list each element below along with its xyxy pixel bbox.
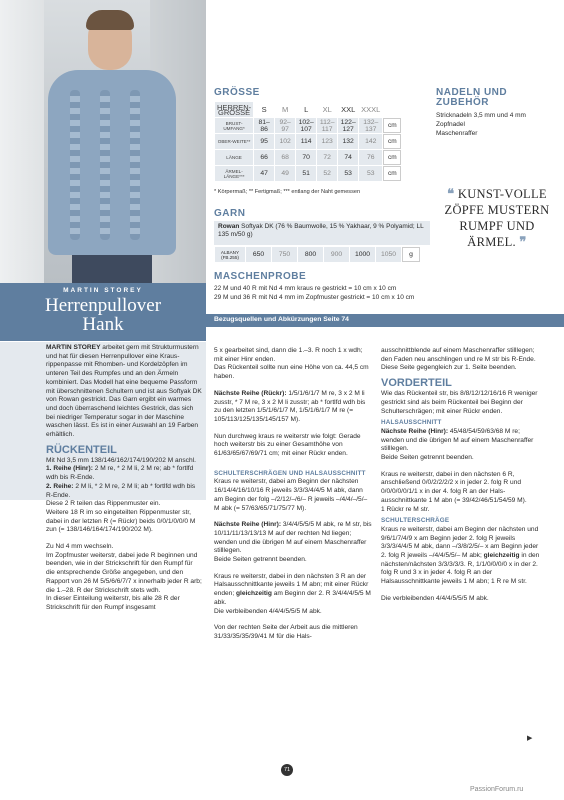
row-text: 2 M li, * 2 M re, 2 M li; ab * fortlfd wdh bis R-Ende. [46, 482, 196, 499]
paragraph: Diese Seite gegengleich zur 1. Seite beenden. [381, 364, 517, 372]
size-cell: 70 [296, 150, 316, 165]
paragraph: ausschnittblende auf einem Maschenraffer stilllegen; den Faden neu anschlingen und re M str bis R-Ende. [381, 347, 536, 363]
size-cell: 95 [254, 134, 274, 149]
schulterschraege-heading: SCHULTERSCHRÄGE [381, 517, 450, 525]
size-cell: XXL [338, 102, 358, 117]
size-cell: 123 [317, 134, 337, 149]
size-row [215, 118, 401, 133]
rueckenteil-heading: RÜCKENTEIL [46, 443, 117, 456]
paragraph: 5 x gearbeitet sind, dann die 1.–3. R noch 1 x wdh; mit einer Hinr enden. [214, 347, 363, 363]
row-label: Nächste Reihe (Hinr): [214, 521, 282, 529]
size-unit: cm [383, 118, 401, 133]
watermark: PassionForum.ru [470, 786, 524, 793]
size-cell: 142 [359, 134, 382, 149]
text-part: Kraus re weiterstr, dabei am Beginn der nächsten und 9/6/1/7/4/9 x am Beginn jeder 2. folg R jeweils 3/3/3/4/4/5 M abk, dann –/3/8/2/5/– x am Beginn jeder 2. folg R jeweils –/4/4/5/5/– M abk; [381, 525, 539, 560]
yarn-amount-cell: 650 [246, 247, 271, 262]
paragraph: Zu Nd 4 mm wechseln. [46, 543, 114, 551]
maschenprobe-text [214, 284, 414, 302]
paragraph: Nun durchweg kraus re weiterstr wie folgt: Gerade hoch weiterstr bis zu einer Gesamthöhe von 61/63/65/67/69/71 cm; mit einer Rückr enden. [214, 432, 361, 458]
maschenprobe-line: 22 M und 40 R mit Nd 4 mm kraus re gestrickt = 10 cm x 10 cm [214, 285, 397, 292]
row-label: Nächste Reihe (Rückr): [214, 389, 287, 397]
row-label: 2. Reihe: [46, 482, 74, 490]
size-cell: 53 [359, 166, 382, 181]
page-number: 71 [281, 764, 293, 776]
paragraph [214, 573, 372, 608]
size-cell: 102 [275, 134, 295, 149]
size-row [215, 150, 401, 165]
row-instruction [214, 390, 372, 425]
nadeln-list [436, 111, 554, 138]
title-block [0, 283, 206, 341]
quote-open-icon: ❝ [447, 186, 455, 201]
size-table [214, 101, 402, 182]
paragraph: Kraus re weiterstr, dabei am Beginn der nächsten 16/14/4/16/10/16 R jeweils 3/3/3/4/4/5 M abk, dann am Beginn der folg –/2/12/–/6/– R jeweils –/4/4/–/5/– M abk (= 57/63/65/71/75/77 M). [214, 478, 368, 512]
paragraph: Im Zopfmuster weiterstr, dabei jede R beginnen und beenden, wie in der Strickschrift für den Rumpf für die entsprechende Größe angegeben, und den Rapport von 26 M 5/5/6/6/7/7 x innerhalb jeder R arb; die 1.–28. R der Strickschrift stets wdh. [46, 551, 202, 594]
paragraph: Weitere 18 R im so eingeteilten Rippenmuster str, dabei in der letzten R (= Rückr) beids 0/0/1/0/0/0 M zun (= 138/146/164/174/190/202 M). [46, 508, 196, 534]
photo-cable [70, 90, 80, 240]
column-1 [46, 344, 202, 613]
text-emphasis: gleichzeitig [236, 590, 272, 598]
row-text: 45/48/54/59/63/68 M re; wenden und die übrigen M auf einem Maschenraffer stilllegen. [381, 427, 534, 453]
size-cell: 74 [338, 150, 358, 165]
size-row-label: LÄNGE [215, 150, 253, 165]
garn-brand: Rowan [218, 223, 240, 230]
size-cell: S [254, 102, 274, 117]
paragraph: Von der rechten Seite der Arbeit aus die mittleren 31/33/35/35/39/41 M für die Hals- [214, 624, 358, 640]
garn-heading: GARN [214, 208, 246, 219]
yarn-amount-cell: 1050 [376, 247, 401, 262]
row-label: 1. Reihe (Hinr): [46, 465, 93, 473]
nadeln-item: Maschenraffer [436, 130, 478, 137]
paragraph: Beide Seiten getrennt beenden. [381, 454, 474, 462]
size-cell: 122–127 [338, 118, 358, 133]
size-cell: 49 [275, 166, 295, 181]
yarn-amount-cell: 1000 [350, 247, 375, 262]
row-text: 2 M re, * 2 M li, 2 M re; ab * fortlfd wdh bis R-Ende. [46, 465, 194, 482]
size-row-label: ÄRMEL-LÄNGE*** [215, 166, 253, 181]
title-line-1: Herrenpullover [44, 295, 162, 316]
row-text: 3/4/4/5/5/5 M abk, re M str, bis 10/11/11/13/13/13 M auf der rechten Nd liegen; wenden und die übrigen M auf einem Maschenraffer stilllegen. [214, 521, 372, 555]
size-unit: cm [383, 150, 401, 165]
yarn-amount-table [214, 246, 421, 263]
garn-text: Softyak DK (76 % Baumwolle, 15 % Yakhaar, 9 % Polyamid; LL 135 m/50 g) [218, 223, 424, 238]
size-cell: L [296, 102, 316, 117]
size-row-label: BRUST-UMFANG* [215, 118, 253, 133]
maschenprobe-line: 29 M und 36 R mit Nd 4 mm im Zopfmuster gestrickt = 10 cm x 10 cm [214, 294, 415, 301]
paragraph: Die verbleibenden 4/4/4/5/5/5 M abk. [214, 607, 322, 615]
row-instruction [46, 465, 202, 482]
quote-text: KUNST-VOLLE ZÖPFE MUSTERN RUMPF UND ÄRMEL. [444, 187, 550, 249]
size-cell: 112–117 [317, 118, 337, 133]
size-cell: 81–86 [254, 118, 274, 133]
size-cell: 53 [338, 166, 358, 181]
size-cell: XXXL [359, 102, 382, 117]
yarn-amount-cell: 750 [272, 247, 297, 262]
row-text: 1/5/1/6/1/7 M re, 3 x 2 M li zusstr, * 7 M re, 3 x 2 M li zusstr; ab * fortlfd wdh bis zu den letzten 1/5/1/6/1/7 M, 1/5/1/6/1/7 M re (= 105/113/125/135/145/157 M). [214, 389, 366, 423]
size-cell: 132–137 [359, 118, 382, 133]
size-cell: 76 [359, 150, 382, 165]
size-row [215, 102, 401, 117]
designer-name: MARTIN STOREY [63, 287, 143, 294]
vorderteil-heading: VORDERTEIL [381, 377, 452, 390]
size-cell: 68 [275, 150, 295, 165]
size-cell: 72 [317, 150, 337, 165]
text-part: in den nächsten/nächsten 3/3/3/3/3. R, 1/1/0/0/0/0 x in der 2. folg R und 3 x in jeder 4. folg R an der Halsausschnittkante jeweils 1 M abn; 1 R re M str. [381, 552, 540, 586]
yarn-amount-unit: g [402, 247, 420, 262]
column-2 [214, 347, 372, 642]
paragraph: Beide Seiten getrennt beenden. [214, 556, 307, 564]
photo-window [0, 0, 44, 283]
groesse-heading: GRÖSSE [214, 87, 260, 98]
paragraph: Das Rückenteil sollte nun eine Höhe von ca. 44,5 cm haben. [214, 364, 369, 381]
size-cell: 52 [317, 166, 337, 181]
model-photo [0, 0, 206, 283]
intro-name: MARTIN STOREY [46, 344, 101, 351]
continue-arrow-icon: ▶ [527, 735, 533, 742]
paragraph: Mit Nd 3,5 mm 138/146/162/174/190/202 M anschl. [46, 456, 196, 464]
photo-cable [130, 90, 140, 240]
size-cell: XL [317, 102, 337, 117]
paragraph: In dieser Einteilung weiterstr, bis alle 28 R der Strickschrift für den Rumpf insgesamt [46, 595, 180, 611]
nadeln-heading: NADELN UND ZUBEHÖR [436, 87, 508, 108]
column-3 [381, 347, 541, 604]
paragraph: Kraus re weiterstr, dabei in den nächsten 6 R, anschließend 0/0/2/2/2/2 x in jeder 2. folg R und 0/0/0/0/0/1/1 x in der 4. folg R an der Halsausschnittkante 1 M abn (= 39/42/46/51/54/59 M). [381, 470, 527, 504]
title-line-2: Hank [82, 314, 124, 335]
photo-hair [86, 10, 134, 30]
paragraph: Wie das Rückenteil str, bis 8/8/12/12/16/16 R weniger gestrickt sind als beim Rückenteil bei Beginn der Schulterschrägen; mit einer Rückr enden. [381, 390, 538, 415]
size-row-label: OBER-WEITE** [215, 134, 253, 149]
text-part: am Beginn der 2. R 3/4/4/4/5/5 M abk. [214, 590, 371, 606]
paragraph [381, 526, 541, 587]
pull-quote [437, 186, 557, 250]
size-cell: 51 [296, 166, 316, 181]
text-emphasis: gleichzeitig [483, 552, 520, 560]
bezug-banner: Bezugsquellen und Abkürzungen Seite 74 [206, 314, 564, 327]
schulterschraegen-heading: SCHULTERSCHRÄGEN UND HALSAUSSCHNITT [214, 469, 366, 477]
halsausschnitt-heading: HALSAUSSCHNITT [381, 419, 442, 427]
paragraph: 1 Rückr re M str. [381, 505, 430, 513]
yarn-amount-cell: 800 [298, 247, 323, 262]
size-cell: 132 [338, 134, 358, 149]
size-row [215, 166, 401, 181]
size-unit [383, 102, 401, 117]
size-cell: 102–107 [296, 118, 316, 133]
quote-close-icon: ❞ [519, 234, 527, 249]
row-label: Nächste Reihe (Hinr): [381, 427, 449, 435]
nadeln-item: Stricknadeln 3,5 mm und 4 mm [436, 112, 526, 119]
size-cell: 92–97 [275, 118, 295, 133]
size-cell: 47 [254, 166, 274, 181]
text-part: Kraus re weiterstr, dabei in den nächsten 3 R an der Halsausschnittkante jeweils 1 M abn; mit einer Rückr enden; [214, 572, 369, 598]
intro-paragraph [46, 344, 202, 440]
yarn-amount-row [215, 247, 420, 262]
photo-sweater [48, 70, 176, 255]
row-instruction [46, 483, 202, 500]
intro-text: arbeitet gern mit Strukturmustern und hat für diesen Herrenpullover eine Krausrippenpasse mit Rhomben- und Kordelzöpfen im unteren Teil des Rumpfes und an den Ärmeln kombiniert. Das Modell hat eine bequeme Passform mit überschnittenen Schultern und ist aus Softyak DK von Rowan gestrickt. Das Garn ergibt ein warmes und doch überraschend leichtes Gestrick, das sich bei niedriger Temperatur sogar in der Maschine waschen lässt. Es ist in einer Auswahl an 19 Farben erhältlich. [46, 344, 202, 439]
size-cell: 114 [296, 134, 316, 149]
yarn-color-label: ALBANY (FB.255) [215, 247, 245, 262]
size-row-label: HERREN-GRÖSSE [217, 102, 252, 117]
size-cell: M [275, 102, 295, 117]
paragraph: Die verbleibenden 4/4/4/5/5/5 M abk. [381, 594, 489, 602]
yarn-amount-cell: 900 [324, 247, 349, 262]
size-unit: cm [383, 166, 401, 181]
size-row [215, 134, 401, 149]
nadeln-item: Zopfnadel [436, 121, 465, 128]
row-instruction [214, 521, 372, 556]
size-footnote: * Körpermaß; ** Fertigmaß; *** entlang der Naht gemessen [214, 189, 361, 195]
paragraph: Diese 2 R teilen das Rippenmuster ein. [46, 500, 161, 508]
size-cell: 66 [254, 150, 274, 165]
maschenprobe-heading: MASCHENPROBE [214, 271, 307, 282]
garn-description [214, 221, 430, 245]
row-instruction [381, 428, 541, 454]
size-unit: cm [383, 134, 401, 149]
photo-cable [100, 90, 110, 240]
